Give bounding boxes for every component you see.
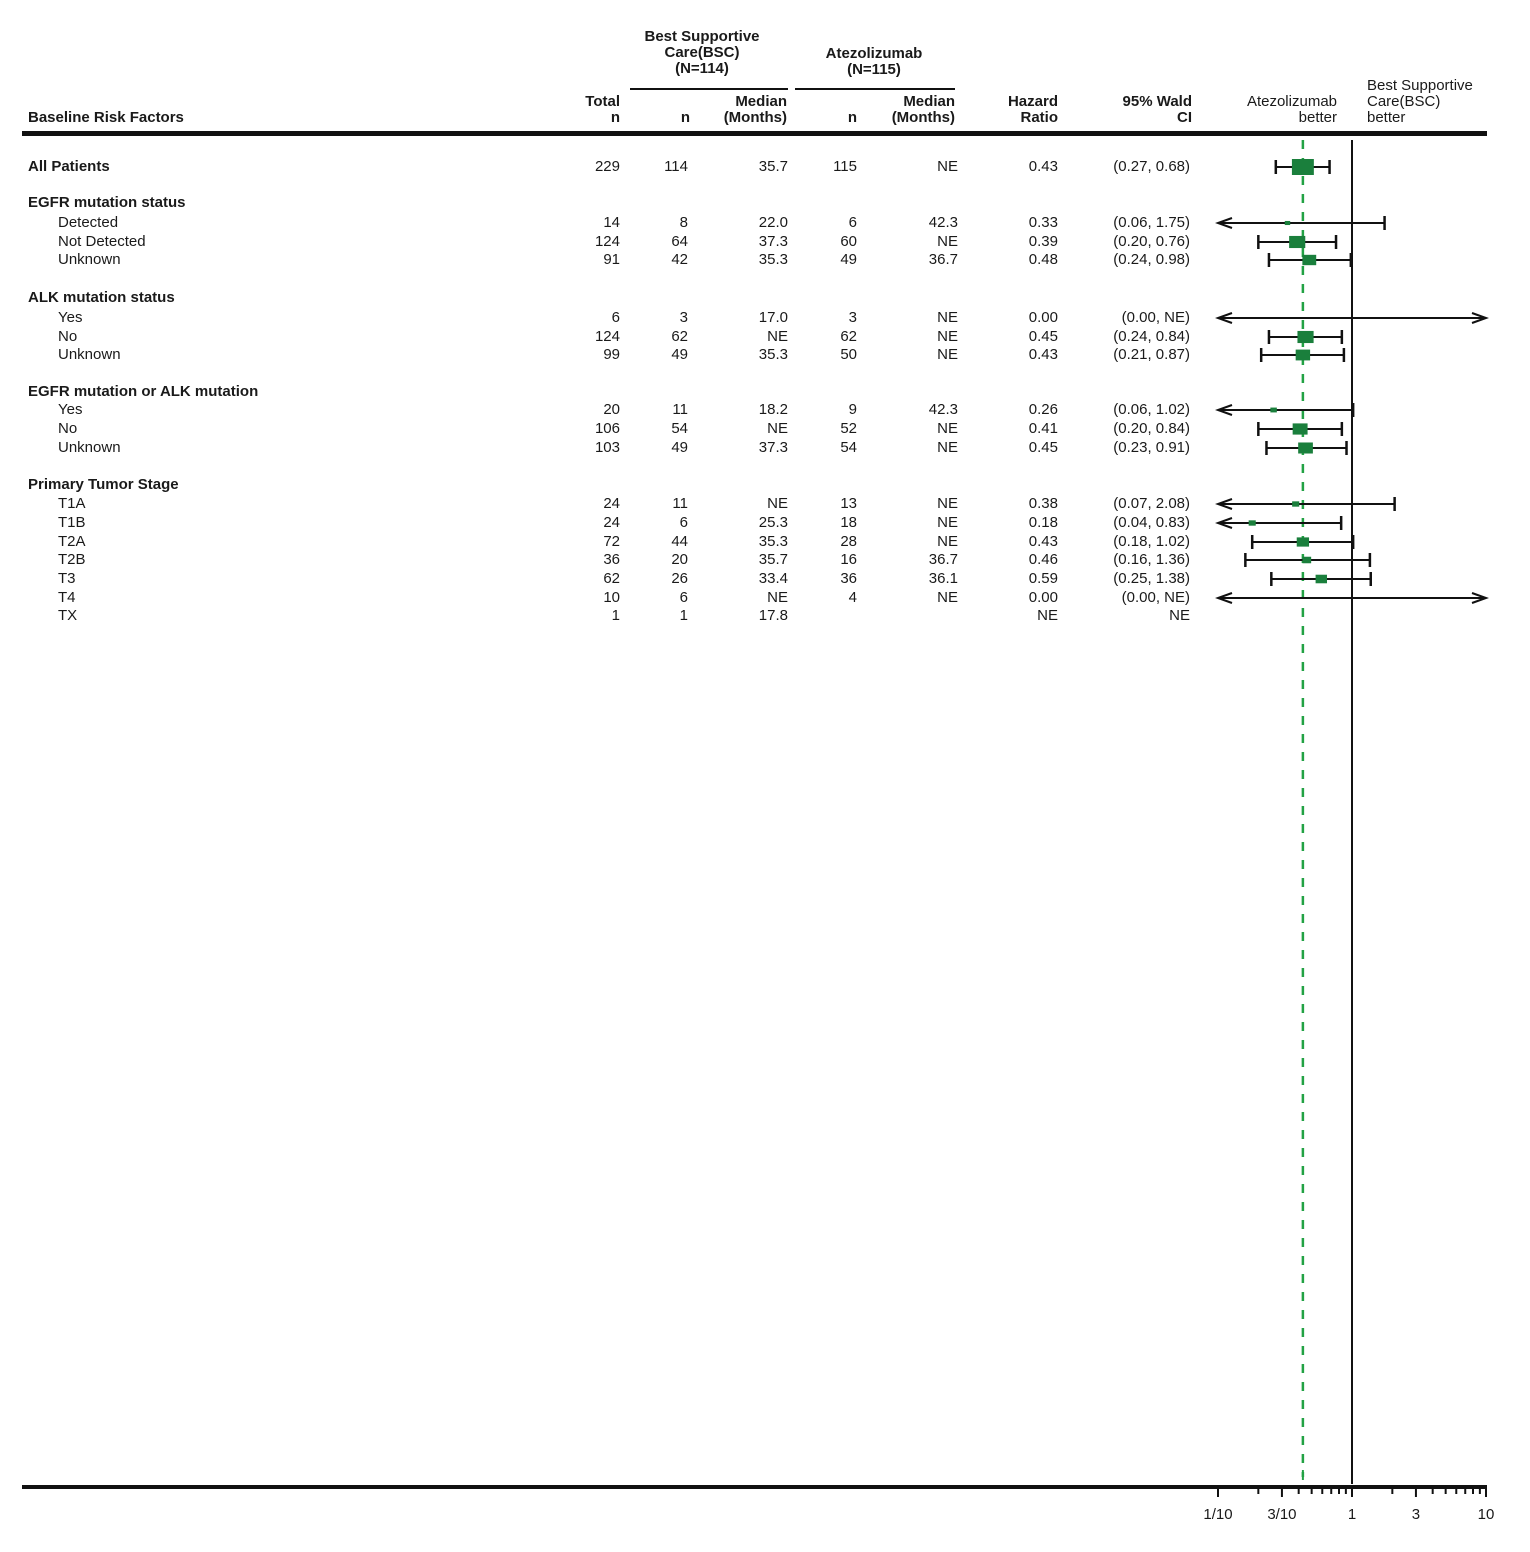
bsc-n-cell: 114 <box>664 158 688 175</box>
atezo-n-cell: 52 <box>840 420 857 437</box>
bsc-median-cell: 35.3 <box>758 251 788 268</box>
bsc-median-cell: 35.7 <box>758 551 788 568</box>
bsc-median-cell: 17.8 <box>758 607 788 624</box>
atezo-n-cell: 60 <box>840 233 857 250</box>
hazard-ratio-cell: 0.00 <box>1028 309 1058 326</box>
total-n-cell: 24 <box>603 514 620 531</box>
hr-marker <box>1249 520 1256 525</box>
bsc-median-cell: NE <box>767 589 788 606</box>
row-label: TX <box>58 607 78 624</box>
row-label: No <box>58 328 78 345</box>
atezo-median-cell: NE <box>937 346 958 363</box>
total-label: Total <box>585 93 620 110</box>
ci-cell: (0.20, 0.76) <box>1113 233 1190 250</box>
total-n-cell: 14 <box>603 214 620 231</box>
hr-marker <box>1316 575 1327 584</box>
atezo-median-unit: (Months) <box>891 109 955 126</box>
hr-marker <box>1292 159 1314 175</box>
bsc-group-line1: Best Supportive <box>644 28 760 45</box>
total-n-cell: 10 <box>603 589 620 606</box>
atezo-n-cell: 54 <box>840 439 857 456</box>
total-n-cell: 91 <box>603 251 620 268</box>
atezo-median-cell: NE <box>937 439 958 456</box>
bsc-better-line3: better <box>1367 109 1406 126</box>
total-n-cell: 229 <box>594 158 620 175</box>
ci-cell: (0.25, 1.38) <box>1113 570 1190 587</box>
bsc-n-header: n <box>680 109 690 126</box>
atezo-n-cell: 115 <box>833 158 857 175</box>
bsc-n-cell: 11 <box>672 495 688 512</box>
bsc-median-unit: (Months) <box>723 109 787 126</box>
bsc-n-cell: 49 <box>671 346 688 363</box>
atezo-median-cell: NE <box>937 533 958 550</box>
atezo-median-cell: NE <box>937 309 958 326</box>
hazard-ratio-cell: 0.43 <box>1028 533 1058 550</box>
ci-label-2: CI <box>1177 109 1192 126</box>
hr-marker <box>1298 442 1313 453</box>
bsc-median-cell: NE <box>767 495 788 512</box>
ci-cell: (0.06, 1.75) <box>1113 214 1190 231</box>
bsc-median-cell: 25.3 <box>758 514 788 531</box>
atezo-median-cell: 42.3 <box>928 401 958 418</box>
atezo-n-cell: 16 <box>840 551 857 568</box>
ci-label: 95% Wald <box>1122 93 1192 110</box>
total-n-cell: 72 <box>603 533 620 550</box>
atezo-n-cell: 6 <box>848 214 857 231</box>
bsc-median-cell: 33.4 <box>758 570 788 587</box>
row-label: Not Detected <box>58 233 146 250</box>
bsc-n-cell: 20 <box>671 551 688 568</box>
row-label: T2B <box>58 551 86 568</box>
atezo-group-line2: (N=115) <box>847 61 901 78</box>
ci-cell: (0.23, 0.91) <box>1113 439 1190 456</box>
hazard-ratio-cell: 0.33 <box>1028 214 1058 231</box>
ci-cell: (0.18, 1.02) <box>1113 533 1190 550</box>
bsc-median-cell: 35.7 <box>758 158 788 175</box>
row-label: T1B <box>58 514 86 531</box>
bsc-n-cell: 64 <box>671 233 688 250</box>
hazard-ratio-cell: 0.46 <box>1028 551 1058 568</box>
row-label: All Patients <box>28 158 110 175</box>
total-n-cell: 6 <box>611 309 620 326</box>
bsc-n-cell: 11 <box>672 401 688 418</box>
subgroup-header: ALK mutation status <box>28 289 175 306</box>
ci-cell: (0.24, 0.84) <box>1113 328 1190 345</box>
bsc-n-cell: 44 <box>671 533 688 550</box>
hr-label: Hazard <box>1007 93 1058 110</box>
hazard-ratio-cell: 0.41 <box>1028 420 1058 437</box>
subgroup-header: Primary Tumor Stage <box>28 476 179 493</box>
atezo-n-cell: 18 <box>840 514 857 531</box>
atezo-median-cell: 42.3 <box>928 214 958 231</box>
bsc-n-cell: 6 <box>679 514 688 531</box>
hr-label-2: Ratio <box>1020 109 1058 126</box>
x-tick-label: 1/10 <box>1203 1506 1233 1523</box>
bsc-median-cell: 37.3 <box>758 233 788 250</box>
hazard-ratio-cell: 0.48 <box>1028 251 1058 268</box>
row-label: Yes <box>58 309 83 326</box>
ci-cell: (0.21, 0.87) <box>1113 346 1190 363</box>
bsc-n-cell: 26 <box>671 570 688 587</box>
ci-cell: (0.04, 0.83) <box>1113 514 1190 531</box>
ci-cell: (0.06, 1.02) <box>1113 401 1190 418</box>
hazard-ratio-cell: 0.59 <box>1028 570 1058 587</box>
hr-marker <box>1292 501 1299 506</box>
row-label: Detected <box>58 214 119 231</box>
baseline-risk-factors-header: Baseline Risk Factors <box>28 109 184 126</box>
bsc-median-cell: NE <box>767 420 788 437</box>
ci-cell: (0.07, 2.08) <box>1113 495 1190 512</box>
hazard-ratio-cell: 0.00 <box>1028 589 1058 606</box>
total-n-cell: 124 <box>594 328 620 345</box>
atezo-median-cell: NE <box>937 233 958 250</box>
x-tick-label: 1 <box>1347 1506 1357 1523</box>
hazard-ratio-cell: 0.43 <box>1028 158 1058 175</box>
atezo-n-cell: 50 <box>840 346 857 363</box>
ci-cell: (0.16, 1.36) <box>1113 551 1190 568</box>
total-n-cell: 106 <box>594 420 620 437</box>
total-n-cell: 36 <box>603 551 620 568</box>
bsc-n-cell: 62 <box>671 328 688 345</box>
atezo-better-line2: better <box>1298 109 1337 126</box>
subgroup-header: EGFR mutation status <box>28 194 186 211</box>
row-label: T1A <box>58 495 86 512</box>
hazard-ratio-cell: 0.26 <box>1028 401 1058 418</box>
hr-marker <box>1270 408 1276 413</box>
x-tick-label: 10 <box>1477 1506 1495 1523</box>
bottom-rule <box>22 1485 1487 1489</box>
hazard-ratio-cell: NE <box>1037 607 1058 624</box>
row-label: Unknown <box>58 439 121 456</box>
hazard-ratio-cell: 0.18 <box>1028 514 1058 531</box>
atezo-n-cell: 36 <box>840 570 857 587</box>
atezo-median-cell: NE <box>937 495 958 512</box>
total-n-cell: 20 <box>603 401 620 418</box>
hazard-ratio-cell: 0.43 <box>1028 346 1058 363</box>
bsc-n-cell: 6 <box>679 589 688 606</box>
bsc-median-label: Median <box>735 93 787 110</box>
total-n-cell: 24 <box>603 495 620 512</box>
atezo-median-cell: 36.7 <box>928 551 958 568</box>
hr-marker <box>1297 537 1309 546</box>
total-n-label: n <box>610 109 620 126</box>
row-label: Unknown <box>58 346 121 363</box>
bsc-better-line1: Best Supportive <box>1367 77 1473 94</box>
bsc-group-line3: (N=114) <box>675 60 729 77</box>
subgroup-header: EGFR mutation or ALK mutation <box>28 383 259 400</box>
bsc-median-cell: 37.3 <box>758 439 788 456</box>
bsc-n-cell: 1 <box>679 607 688 624</box>
ci-cell: (0.20, 0.84) <box>1113 420 1190 437</box>
bsc-n-cell: 8 <box>679 214 688 231</box>
x-tick-label: 3/10 <box>1267 1506 1297 1523</box>
bsc-n-cell: 54 <box>671 420 688 437</box>
bsc-group-line2: Care(BSC) <box>664 44 740 61</box>
atezo-median-cell: 36.7 <box>928 251 958 268</box>
hr-marker <box>1293 423 1308 434</box>
ci-cell: (0.27, 0.68) <box>1113 158 1190 175</box>
hazard-ratio-cell: 0.38 <box>1028 495 1058 512</box>
bsc-median-cell: 35.3 <box>758 346 788 363</box>
ci-cell: (0.24, 0.98) <box>1113 251 1190 268</box>
bsc-n-cell: 49 <box>671 439 688 456</box>
atezo-median-label: Median <box>903 93 955 110</box>
bsc-n-cell: 42 <box>671 251 688 268</box>
atezo-n-cell: 62 <box>840 328 857 345</box>
hr-marker <box>1302 255 1316 265</box>
hazard-ratio-cell: 0.39 <box>1028 233 1058 250</box>
hr-marker <box>1297 331 1313 343</box>
atezo-n-cell: 28 <box>840 533 857 550</box>
row-label: Yes <box>58 401 83 418</box>
ci-cell: NE <box>1169 607 1190 624</box>
bsc-median-cell: 17.0 <box>758 309 788 326</box>
atezo-n-header: n <box>847 109 857 126</box>
total-n-cell: 62 <box>603 570 620 587</box>
x-tick-label: 3 <box>1411 1506 1421 1523</box>
hr-marker <box>1296 350 1310 361</box>
ci-cell: (0.00, NE) <box>1121 589 1190 606</box>
atezo-median-cell: NE <box>937 158 958 175</box>
atezo-median-cell: NE <box>937 589 958 606</box>
row-label: T2A <box>58 533 86 550</box>
hazard-ratio-cell: 0.45 <box>1028 439 1058 456</box>
total-n-cell: 103 <box>594 439 620 456</box>
atezo-median-cell: NE <box>937 514 958 531</box>
row-label: Unknown <box>58 251 121 268</box>
hr-marker <box>1289 236 1305 248</box>
row-label: No <box>58 420 78 437</box>
ci-cell: (0.00, NE) <box>1121 309 1190 326</box>
row-label: T3 <box>58 570 76 587</box>
atezo-n-cell: 13 <box>840 495 857 512</box>
total-n-cell: 124 <box>594 233 620 250</box>
row-label: T4 <box>58 589 76 606</box>
atezo-better-line1: Atezolizumab <box>1246 93 1337 110</box>
bsc-median-cell: 18.2 <box>758 401 788 418</box>
atezo-median-cell: NE <box>937 420 958 437</box>
bsc-median-cell: NE <box>767 328 788 345</box>
bsc-median-cell: 35.3 <box>758 533 788 550</box>
total-n-cell: 99 <box>603 346 620 363</box>
bsc-n-cell: 3 <box>679 309 688 326</box>
atezo-n-cell: 3 <box>848 309 857 326</box>
atezo-group-line1: Atezolizumab <box>825 45 923 62</box>
hazard-ratio-cell: 0.45 <box>1028 328 1058 345</box>
bsc-better-line2: Care(BSC) <box>1367 93 1441 110</box>
atezo-median-cell: NE <box>937 328 958 345</box>
hr-marker <box>1285 221 1290 225</box>
bsc-median-cell: 22.0 <box>758 214 788 231</box>
atezo-n-cell: 4 <box>848 589 857 606</box>
total-n-cell: 1 <box>611 607 620 624</box>
atezo-median-cell: 36.1 <box>928 570 958 587</box>
hr-marker <box>1302 557 1311 564</box>
atezo-n-cell: 49 <box>840 251 857 268</box>
atezo-n-cell: 9 <box>848 401 857 418</box>
